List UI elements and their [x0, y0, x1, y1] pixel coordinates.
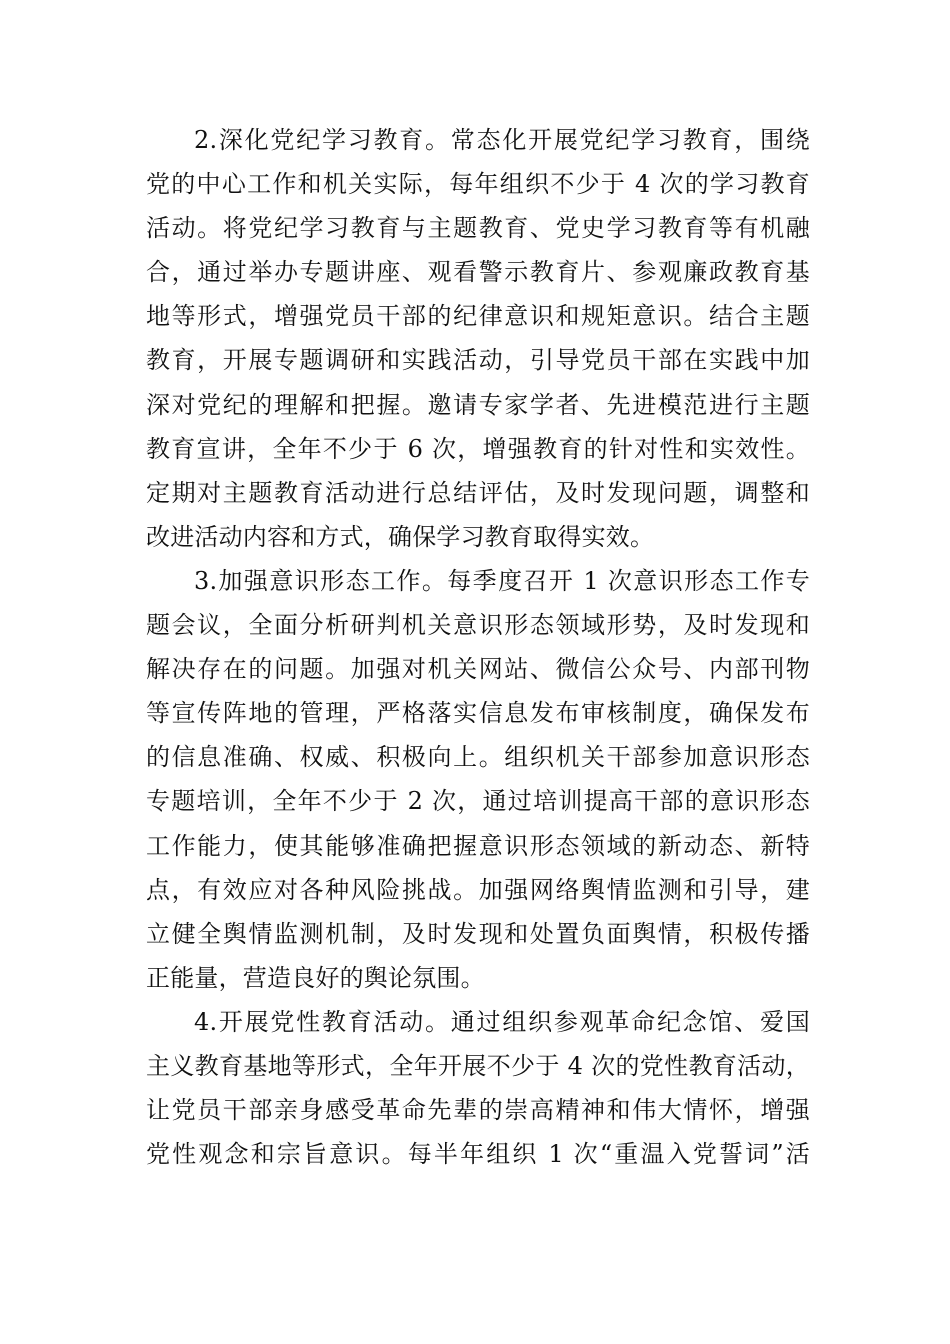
text-line: 专题培训，全年不少于 2 次，通过培训提高干部的意识形态	[146, 787, 810, 816]
text-line: 等宣传阵地的管理，严格落实信息发布审核制度，确保发布	[146, 699, 810, 728]
text-line: 教育宣讲，全年不少于 6 次，增强教育的针对性和实效性。	[146, 434, 810, 463]
paragraph-deepen-party-discipline-education	[146, 118, 810, 559]
text-line: 教育，开展专题调研和实践活动，引导党员干部在实践中加	[146, 346, 810, 375]
paragraph-party-spirit-education	[146, 1000, 810, 1176]
text-line: 深对党纪的理解和把握。邀请专家学者、先进模范进行主题	[146, 390, 810, 419]
text-line: 主义教育基地等形式，全年开展不少于 4 次的党性教育活动，	[146, 1051, 810, 1080]
text-line: 工作能力，使其能够准确把握意识形态领域的新动态、新特	[146, 831, 810, 860]
text-line: 的信息准确、权威、积极向上。组织机关干部参加意识形态	[146, 743, 810, 772]
document-body	[146, 118, 810, 1176]
text-line: 党性观念和宗旨意识。每半年组织 1 次“重温入党誓词”活	[146, 1140, 810, 1169]
text-line: 定期对主题教育活动进行总结评估，及时发现问题，调整和	[146, 478, 810, 507]
text-line: 党的中心工作和机关实际，每年组织不少于 4 次的学习教育	[146, 170, 810, 199]
text-line: 点，有效应对各种风险挑战。加强网络舆情监测和引导，建	[146, 875, 810, 904]
text-line: 地等形式，增强党员干部的纪律意识和规矩意识。结合主题	[146, 302, 810, 331]
text-line: 改进活动内容和方式，确保学习教育取得实效。	[146, 522, 655, 551]
text-line: 正能量，营造良好的舆论氛围。	[146, 963, 485, 992]
text-line: 让党员干部亲身感受革命先辈的崇高精神和伟大情怀，增强	[146, 1096, 810, 1125]
text-line: 4.开展党性教育活动。通过组织参观革命纪念馆、爱国	[194, 1007, 810, 1036]
text-line: 立健全舆情监测机制，及时发现和处置负面舆情，积极传播	[146, 919, 810, 948]
text-line: 解决存在的问题。加强对机关网站、微信公众号、内部刊物	[146, 655, 810, 684]
text-line: 活动。将党纪学习教育与主题教育、党史学习教育等有机融	[146, 214, 810, 243]
paragraph-ideology-work	[146, 559, 810, 1000]
text-line: 2.深化党纪学习教育。常态化开展党纪学习教育，围绕	[194, 126, 810, 154]
text-line: 题会议，全面分析研判机关意识形态领域形势，及时发现和	[146, 611, 810, 640]
text-line: 3.加强意识形态工作。每季度召开 1 次意识形态工作专	[194, 566, 810, 595]
text-line: 合，通过举办专题讲座、观看警示教育片、参观廉政教育基	[146, 258, 810, 287]
